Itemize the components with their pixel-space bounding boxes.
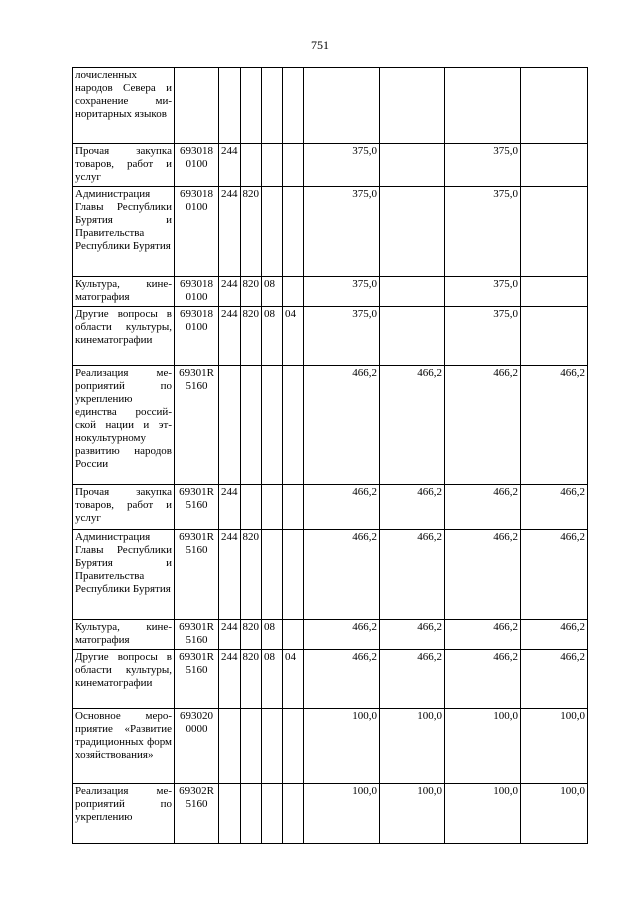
cell-sum-2: 466,2 — [380, 485, 445, 530]
cell-sum-4 — [521, 307, 588, 366]
cell-sum-2: 100,0 — [380, 784, 445, 844]
cell-code: 693020 0000 — [175, 709, 219, 784]
cell-name: Основное мероприятие «Развитие традиционных форм хозяйствования» — [73, 709, 175, 784]
cell-sum-4 — [521, 187, 588, 277]
cell-code: 69301R 5160 — [175, 620, 219, 650]
cell-sum-4: 466,2 — [521, 366, 588, 485]
cell-rz — [262, 144, 283, 187]
cell-rz: 08 — [262, 620, 283, 650]
cell-name: Реализация мероприятий по укреплению единства российской нации и этнокультурному развитию народов России — [73, 366, 175, 485]
cell-name: лочисленных народов Севера и сохранение миноритарных языков — [73, 68, 175, 144]
table-row — [73, 277, 588, 307]
table-row — [73, 68, 588, 144]
cell-sum-3: 100,0 — [445, 784, 521, 844]
cell-pr — [283, 144, 304, 187]
cell-name: Прочая закупка товаров, работ и услуг — [73, 144, 175, 187]
cell-rz — [262, 784, 283, 844]
cell-pr — [283, 784, 304, 844]
cell-grbs — [240, 709, 262, 784]
cell-grbs: 820 — [240, 620, 262, 650]
cell-vr: 244 — [219, 144, 241, 187]
cell-rz — [262, 68, 283, 144]
cell-sum-1: 375,0 — [304, 187, 380, 277]
cell-sum-3: 375,0 — [445, 307, 521, 366]
cell-sum-3: 466,2 — [445, 366, 521, 485]
cell-sum-1: 375,0 — [304, 307, 380, 366]
cell-vr — [219, 68, 241, 144]
cell-sum-4: 100,0 — [521, 709, 588, 784]
cell-sum-2: 466,2 — [380, 366, 445, 485]
table-row — [73, 530, 588, 620]
cell-name: Прочая закупка товаров, работ и услуг — [73, 485, 175, 530]
cell-sum-1: 100,0 — [304, 784, 380, 844]
cell-grbs — [240, 68, 262, 144]
cell-sum-2: 466,2 — [380, 620, 445, 650]
table-body — [73, 68, 588, 844]
cell-sum-3: 466,2 — [445, 530, 521, 620]
cell-name: Культура, кинематография — [73, 620, 175, 650]
cell-sum-1 — [304, 68, 380, 144]
cell-sum-3: 375,0 — [445, 277, 521, 307]
cell-rz — [262, 530, 283, 620]
cell-grbs: 820 — [240, 277, 262, 307]
cell-rz: 08 — [262, 277, 283, 307]
cell-rz: 08 — [262, 307, 283, 366]
cell-vr: 244 — [219, 277, 241, 307]
cell-sum-3: 466,2 — [445, 620, 521, 650]
cell-pr — [283, 68, 304, 144]
cell-code: 69301R 5160 — [175, 366, 219, 485]
cell-vr — [219, 709, 241, 784]
cell-code: 69302R 5160 — [175, 784, 219, 844]
cell-sum-1: 466,2 — [304, 620, 380, 650]
cell-pr — [283, 187, 304, 277]
cell-sum-2: 100,0 — [380, 709, 445, 784]
cell-name: Другие вопросы в области культуры, кинематографии — [73, 650, 175, 709]
cell-sum-2: 466,2 — [380, 650, 445, 709]
cell-pr — [283, 366, 304, 485]
cell-vr: 244 — [219, 187, 241, 277]
table-row — [73, 709, 588, 784]
cell-sum-4: 466,2 — [521, 530, 588, 620]
table-row — [73, 650, 588, 709]
cell-sum-1: 466,2 — [304, 485, 380, 530]
cell-name: Администрация Главы Республики Бурятия и Правительства Республики Бурятия — [73, 187, 175, 277]
table-row — [73, 784, 588, 844]
cell-name: Культура, кинематография — [73, 277, 175, 307]
cell-sum-4: 466,2 — [521, 650, 588, 709]
cell-code: 693018 0100 — [175, 307, 219, 366]
cell-sum-1: 375,0 — [304, 144, 380, 187]
cell-sum-4 — [521, 277, 588, 307]
cell-code — [175, 68, 219, 144]
cell-pr — [283, 709, 304, 784]
cell-name: Администрация Главы Республики Бурятия и Правительства Республики Бурятия — [73, 530, 175, 620]
cell-sum-1: 100,0 — [304, 709, 380, 784]
cell-code: 69301R 5160 — [175, 485, 219, 530]
cell-code: 69301R 5160 — [175, 650, 219, 709]
cell-pr: 04 — [283, 650, 304, 709]
cell-sum-3: 375,0 — [445, 187, 521, 277]
cell-sum-2 — [380, 277, 445, 307]
table-row — [73, 307, 588, 366]
table-row — [73, 366, 588, 485]
cell-code: 69301R 5160 — [175, 530, 219, 620]
cell-sum-2 — [380, 187, 445, 277]
table-row — [73, 144, 588, 187]
cell-vr: 244 — [219, 620, 241, 650]
cell-rz — [262, 709, 283, 784]
cell-grbs — [240, 366, 262, 485]
cell-sum-4: 466,2 — [521, 485, 588, 530]
cell-sum-3: 100,0 — [445, 709, 521, 784]
cell-code: 693018 0100 — [175, 144, 219, 187]
cell-grbs — [240, 144, 262, 187]
cell-vr: 244 — [219, 530, 241, 620]
cell-sum-4 — [521, 144, 588, 187]
cell-sum-2: 466,2 — [380, 530, 445, 620]
cell-sum-1: 375,0 — [304, 277, 380, 307]
cell-sum-2 — [380, 144, 445, 187]
cell-name: Реализация мероприятий по укреплению — [73, 784, 175, 844]
cell-sum-3 — [445, 68, 521, 144]
cell-code: 693018 0100 — [175, 187, 219, 277]
cell-rz — [262, 366, 283, 485]
table-row — [73, 187, 588, 277]
cell-pr — [283, 485, 304, 530]
cell-rz — [262, 485, 283, 530]
cell-sum-4 — [521, 68, 588, 144]
cell-vr: 244 — [219, 485, 241, 530]
cell-code: 693018 0100 — [175, 277, 219, 307]
cell-vr — [219, 366, 241, 485]
cell-pr: 04 — [283, 307, 304, 366]
table-row — [73, 485, 588, 530]
budget-table — [72, 67, 588, 844]
page-number: 751 — [311, 38, 329, 52]
cell-grbs: 820 — [240, 187, 262, 277]
cell-sum-1: 466,2 — [304, 650, 380, 709]
cell-grbs: 820 — [240, 307, 262, 366]
cell-sum-4: 100,0 — [521, 784, 588, 844]
cell-grbs — [240, 485, 262, 530]
cell-sum-2 — [380, 307, 445, 366]
cell-sum-2 — [380, 68, 445, 144]
cell-sum-3: 466,2 — [445, 485, 521, 530]
table-row — [73, 620, 588, 650]
cell-sum-1: 466,2 — [304, 366, 380, 485]
cell-rz — [262, 187, 283, 277]
cell-grbs: 820 — [240, 650, 262, 709]
cell-grbs: 820 — [240, 530, 262, 620]
cell-sum-4: 466,2 — [521, 620, 588, 650]
cell-grbs — [240, 784, 262, 844]
cell-pr — [283, 277, 304, 307]
cell-name: Другие вопросы в области культуры, кинематографии — [73, 307, 175, 366]
cell-vr — [219, 784, 241, 844]
cell-pr — [283, 620, 304, 650]
cell-sum-1: 466,2 — [304, 530, 380, 620]
cell-vr: 244 — [219, 307, 241, 366]
cell-pr — [283, 530, 304, 620]
cell-sum-3: 375,0 — [445, 144, 521, 187]
cell-sum-3: 466,2 — [445, 650, 521, 709]
cell-vr: 244 — [219, 650, 241, 709]
cell-rz: 08 — [262, 650, 283, 709]
